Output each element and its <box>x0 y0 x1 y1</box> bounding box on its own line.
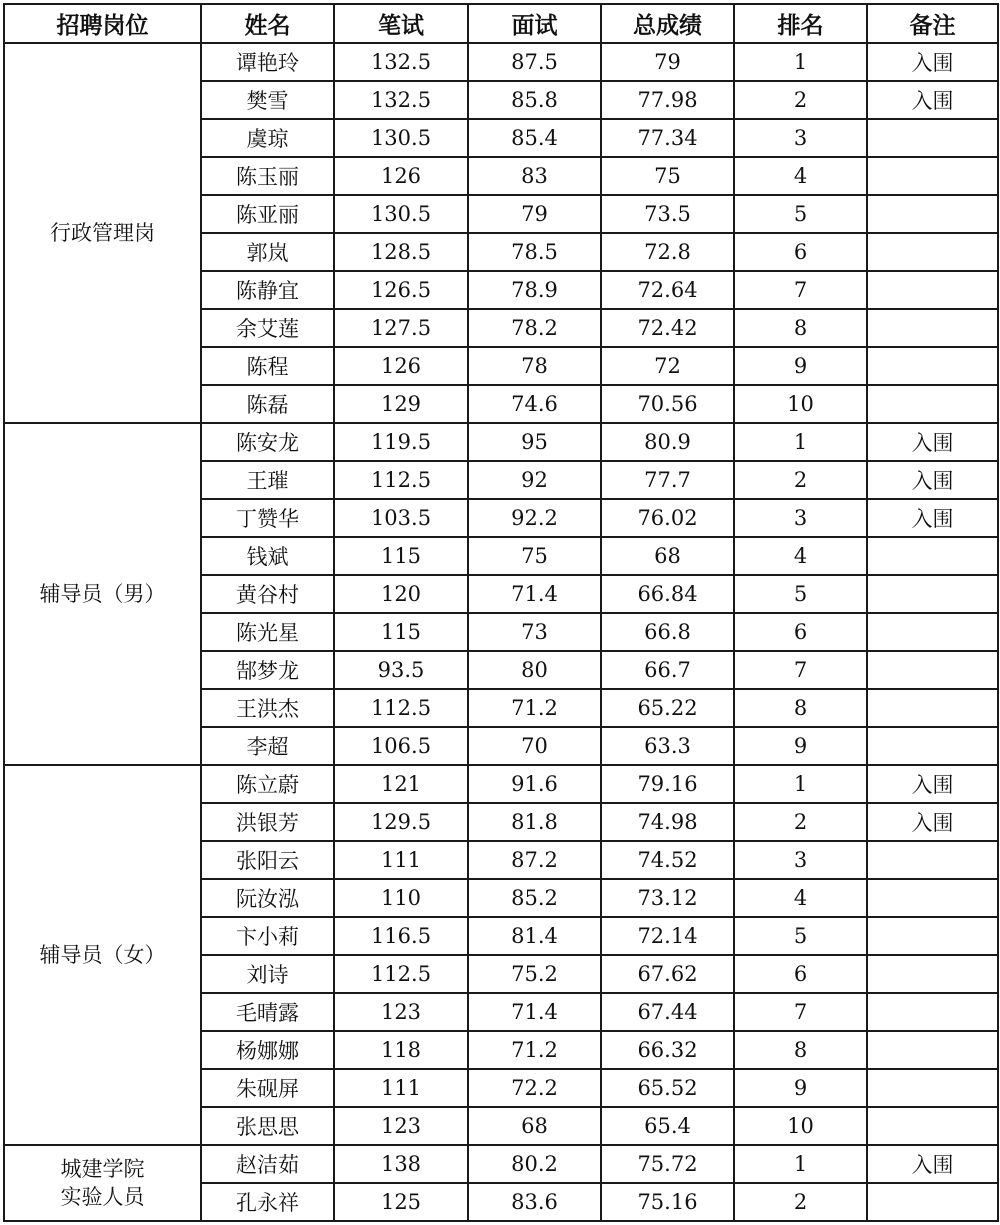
cell-written: 93.5 <box>334 651 468 689</box>
cell-written: 129.5 <box>334 803 468 841</box>
cell-total: 68 <box>601 537 734 575</box>
cell-total: 80.9 <box>601 423 734 461</box>
cell-name: 樊雪 <box>201 81 334 119</box>
cell-note <box>867 271 998 309</box>
cell-rank: 3 <box>734 841 867 879</box>
header-position: 招聘岗位 <box>4 4 201 43</box>
cell-interview: 70 <box>468 727 601 765</box>
cell-interview: 95 <box>468 423 601 461</box>
cell-written: 115 <box>334 537 468 575</box>
cell-name: 谭艳玲 <box>201 43 334 81</box>
position-group-cell <box>4 1145 201 1221</box>
cell-note <box>867 993 998 1031</box>
header-note: 备注 <box>867 4 998 43</box>
cell-rank: 7 <box>734 271 867 309</box>
cell-interview: 91.6 <box>468 765 601 803</box>
position-label: 城建学院 <box>60 1156 145 1181</box>
cell-note <box>867 347 998 385</box>
position-label: 实验人员 <box>60 1185 145 1209</box>
cell-note: 入围 <box>867 765 998 803</box>
header-total: 总成绩 <box>601 4 734 43</box>
cell-rank: 2 <box>734 461 867 499</box>
cell-interview: 71.2 <box>468 1031 601 1069</box>
cell-name: 阮汝泓 <box>201 879 334 917</box>
cell-written: 125 <box>334 1183 468 1221</box>
cell-rank: 3 <box>734 499 867 537</box>
cell-note <box>867 879 998 917</box>
cell-rank: 1 <box>734 765 867 803</box>
cell-rank: 5 <box>734 575 867 613</box>
cell-rank: 2 <box>734 81 867 119</box>
cell-name: 杨娜娜 <box>201 1031 334 1069</box>
position-group-cell <box>4 765 201 1145</box>
cell-name: 陈磊 <box>201 385 334 423</box>
cell-written: 129 <box>334 385 468 423</box>
cell-written: 116.5 <box>334 917 468 955</box>
cell-note <box>867 195 998 233</box>
cell-name: 虞琼 <box>201 119 334 157</box>
cell-total: 72.14 <box>601 917 734 955</box>
cell-total: 66.8 <box>601 613 734 651</box>
cell-rank: 6 <box>734 233 867 271</box>
cell-interview: 92 <box>468 461 601 499</box>
cell-interview: 71.4 <box>468 575 601 613</box>
cell-note <box>867 841 998 879</box>
cell-total: 65.4 <box>601 1107 734 1145</box>
cell-total: 65.52 <box>601 1069 734 1107</box>
cell-written: 132.5 <box>334 43 468 81</box>
cell-rank: 9 <box>734 727 867 765</box>
cell-total: 70.56 <box>601 385 734 423</box>
cell-interview: 78.2 <box>468 309 601 347</box>
cell-name: 张阳云 <box>201 841 334 879</box>
cell-name: 陈程 <box>201 347 334 385</box>
cell-note <box>867 917 998 955</box>
cell-name: 王洪杰 <box>201 689 334 727</box>
cell-rank: 9 <box>734 1069 867 1107</box>
cell-total: 66.32 <box>601 1031 734 1069</box>
cell-total: 77.34 <box>601 119 734 157</box>
cell-interview: 85.4 <box>468 119 601 157</box>
cell-rank: 2 <box>734 1183 867 1221</box>
cell-written: 119.5 <box>334 423 468 461</box>
cell-interview: 73 <box>468 613 601 651</box>
cell-written: 118 <box>334 1031 468 1069</box>
cell-note: 入围 <box>867 803 998 841</box>
cell-note <box>867 385 998 423</box>
cell-total: 76.02 <box>601 499 734 537</box>
cell-note <box>867 537 998 575</box>
cell-rank: 6 <box>734 613 867 651</box>
cell-note <box>867 689 998 727</box>
cell-interview: 92.2 <box>468 499 601 537</box>
cell-written: 110 <box>334 879 468 917</box>
cell-interview: 71.2 <box>468 689 601 727</box>
cell-written: 123 <box>334 993 468 1031</box>
cell-name: 张思思 <box>201 1107 334 1145</box>
cell-name: 朱砚屏 <box>201 1069 334 1107</box>
cell-name: 李超 <box>201 727 334 765</box>
cell-rank: 5 <box>734 917 867 955</box>
header-interview: 面试 <box>468 4 601 43</box>
cell-written: 126 <box>334 347 468 385</box>
cell-interview: 74.6 <box>468 385 601 423</box>
cell-name: 王璀 <box>201 461 334 499</box>
cell-rank: 1 <box>734 43 867 81</box>
cell-written: 112.5 <box>334 689 468 727</box>
cell-name: 黄谷村 <box>201 575 334 613</box>
cell-written: 130.5 <box>334 119 468 157</box>
cell-name: 赵洁茹 <box>201 1145 334 1183</box>
cell-total: 67.44 <box>601 993 734 1031</box>
cell-note: 入围 <box>867 1145 998 1183</box>
table-row <box>4 1145 998 1183</box>
cell-interview: 78.9 <box>468 271 601 309</box>
cell-interview: 81.4 <box>468 917 601 955</box>
cell-written: 112.5 <box>334 461 468 499</box>
cell-interview: 79 <box>468 195 601 233</box>
cell-total: 66.84 <box>601 575 734 613</box>
table-row <box>4 765 998 803</box>
cell-name: 陈玉丽 <box>201 157 334 195</box>
cell-note <box>867 651 998 689</box>
cell-interview: 71.4 <box>468 993 601 1031</box>
results-table <box>3 3 999 1222</box>
cell-note: 入围 <box>867 499 998 537</box>
cell-name: 陈亚丽 <box>201 195 334 233</box>
header-written: 笔试 <box>334 4 468 43</box>
cell-name: 陈光星 <box>201 613 334 651</box>
cell-rank: 3 <box>734 119 867 157</box>
cell-name: 陈立蔚 <box>201 765 334 803</box>
cell-interview: 87.2 <box>468 841 601 879</box>
cell-note <box>867 727 998 765</box>
cell-total: 72 <box>601 347 734 385</box>
cell-total: 75.72 <box>601 1145 734 1183</box>
cell-rank: 2 <box>734 803 867 841</box>
position-group-cell <box>4 423 201 765</box>
cell-rank: 6 <box>734 955 867 993</box>
cell-note: 入围 <box>867 423 998 461</box>
cell-total: 77.98 <box>601 81 734 119</box>
cell-note <box>867 1183 998 1221</box>
cell-interview: 81.8 <box>468 803 601 841</box>
cell-interview: 78 <box>468 347 601 385</box>
cell-total: 72.42 <box>601 309 734 347</box>
cell-interview: 75.2 <box>468 955 601 993</box>
cell-note <box>867 1107 998 1145</box>
cell-name: 孔永祥 <box>201 1183 334 1221</box>
cell-rank: 1 <box>734 423 867 461</box>
cell-interview: 80.2 <box>468 1145 601 1183</box>
cell-interview: 68 <box>468 1107 601 1145</box>
table-row <box>4 423 998 461</box>
cell-total: 72.64 <box>601 271 734 309</box>
cell-total: 73.12 <box>601 879 734 917</box>
cell-total: 63.3 <box>601 727 734 765</box>
cell-total: 75.16 <box>601 1183 734 1221</box>
cell-note <box>867 955 998 993</box>
cell-total: 72.8 <box>601 233 734 271</box>
cell-rank: 8 <box>734 689 867 727</box>
cell-rank: 7 <box>734 651 867 689</box>
position-group-cell <box>4 43 201 423</box>
position-label: 辅导员（男） <box>39 581 166 606</box>
cell-written: 138 <box>334 1145 468 1183</box>
cell-interview: 80 <box>468 651 601 689</box>
cell-note: 入围 <box>867 81 998 119</box>
cell-note <box>867 1031 998 1069</box>
cell-written: 123 <box>334 1107 468 1145</box>
cell-interview: 78.5 <box>468 233 601 271</box>
cell-name: 陈静宜 <box>201 271 334 309</box>
cell-note <box>867 309 998 347</box>
cell-rank: 8 <box>734 309 867 347</box>
cell-rank: 8 <box>734 1031 867 1069</box>
cell-written: 126.5 <box>334 271 468 309</box>
cell-interview: 85.8 <box>468 81 601 119</box>
table-body <box>4 43 998 1221</box>
cell-total: 79 <box>601 43 734 81</box>
cell-interview: 72.2 <box>468 1069 601 1107</box>
cell-rank: 5 <box>734 195 867 233</box>
cell-written: 121 <box>334 765 468 803</box>
cell-interview: 85.2 <box>468 879 601 917</box>
cell-written: 128.5 <box>334 233 468 271</box>
cell-total: 65.22 <box>601 689 734 727</box>
table-header <box>4 4 998 43</box>
cell-written: 130.5 <box>334 195 468 233</box>
position-label: 辅导员（女） <box>39 942 166 967</box>
cell-interview: 87.5 <box>468 43 601 81</box>
cell-rank: 1 <box>734 1145 867 1183</box>
cell-note <box>867 1069 998 1107</box>
cell-name: 毛晴露 <box>201 993 334 1031</box>
cell-interview: 83 <box>468 157 601 195</box>
cell-total: 73.5 <box>601 195 734 233</box>
cell-name: 郭岚 <box>201 233 334 271</box>
cell-total: 75 <box>601 157 734 195</box>
header-name: 姓名 <box>201 4 334 43</box>
position-label: 行政管理岗 <box>50 220 155 245</box>
cell-total: 66.7 <box>601 651 734 689</box>
cell-interview: 83.6 <box>468 1183 601 1221</box>
cell-note <box>867 613 998 651</box>
cell-name: 刘诗 <box>201 955 334 993</box>
cell-written: 103.5 <box>334 499 468 537</box>
cell-note <box>867 575 998 613</box>
cell-note: 入围 <box>867 461 998 499</box>
cell-rank: 7 <box>734 993 867 1031</box>
cell-total: 67.62 <box>601 955 734 993</box>
cell-name: 卞小莉 <box>201 917 334 955</box>
cell-written: 111 <box>334 841 468 879</box>
cell-rank: 9 <box>734 347 867 385</box>
cell-note <box>867 233 998 271</box>
cell-written: 132.5 <box>334 81 468 119</box>
cell-note <box>867 119 998 157</box>
cell-name: 钱斌 <box>201 537 334 575</box>
header-rank: 排名 <box>734 4 867 43</box>
cell-total: 77.7 <box>601 461 734 499</box>
cell-written: 126 <box>334 157 468 195</box>
cell-name: 余艾莲 <box>201 309 334 347</box>
cell-written: 106.5 <box>334 727 468 765</box>
cell-written: 120 <box>334 575 468 613</box>
cell-name: 郜梦龙 <box>201 651 334 689</box>
cell-rank: 4 <box>734 537 867 575</box>
cell-name: 陈安龙 <box>201 423 334 461</box>
cell-rank: 10 <box>734 1107 867 1145</box>
cell-written: 115 <box>334 613 468 651</box>
cell-rank: 4 <box>734 879 867 917</box>
cell-note <box>867 157 998 195</box>
cell-interview: 75 <box>468 537 601 575</box>
cell-name: 洪银芳 <box>201 803 334 841</box>
cell-rank: 10 <box>734 385 867 423</box>
cell-written: 127.5 <box>334 309 468 347</box>
cell-rank: 4 <box>734 157 867 195</box>
cell-name: 丁赞华 <box>201 499 334 537</box>
header-row <box>4 4 998 43</box>
cell-note: 入围 <box>867 43 998 81</box>
cell-written: 111 <box>334 1069 468 1107</box>
table-row <box>4 43 998 81</box>
cell-total: 74.52 <box>601 841 734 879</box>
cell-total: 79.16 <box>601 765 734 803</box>
cell-written: 112.5 <box>334 955 468 993</box>
cell-total: 74.98 <box>601 803 734 841</box>
